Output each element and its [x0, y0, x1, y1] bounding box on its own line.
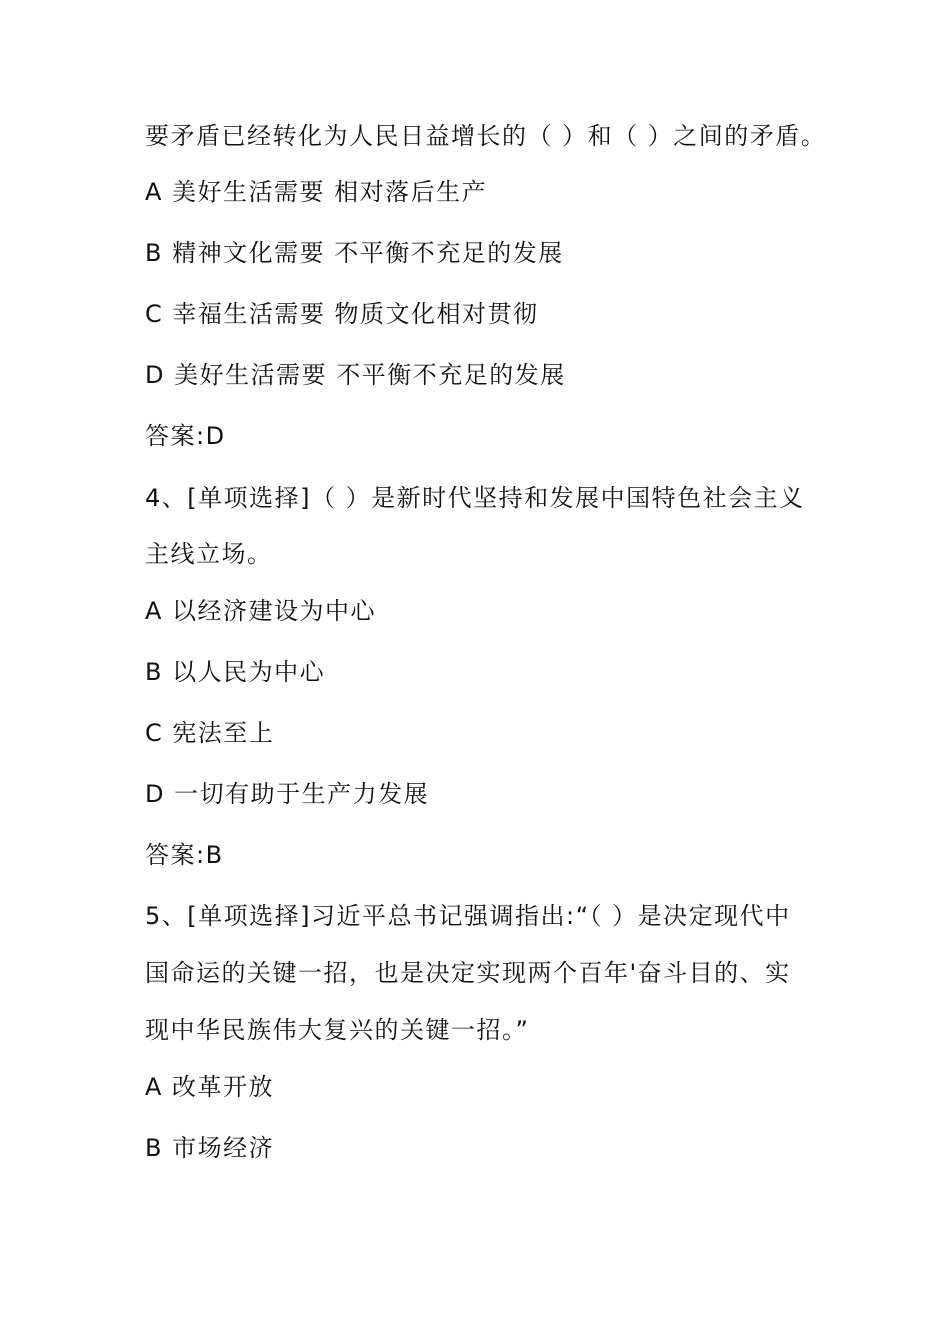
q4-option-c: C 宪法至上 — [145, 719, 275, 747]
q4-option-a: A 以经济建设为中心 — [145, 597, 377, 625]
q4-answer: 答案:B — [145, 841, 224, 869]
q3-option-d: D 美好生活需要 不平衡不充足的发展 — [145, 361, 566, 389]
q5-stem-line1: 5、[单项选择]习近平总书记强调指出:“（ ）是决定现代中 — [145, 902, 791, 930]
q5-stem-line2: 国命运的关键一招，也是决定实现两个百年'奋斗目的、实 — [145, 959, 791, 987]
q5-option-a: A 改革开放 — [145, 1073, 275, 1101]
q4-stem-line2: 主线立场。 — [145, 540, 273, 568]
q5-option-b: B 市场经济 — [145, 1134, 275, 1162]
q4-option-d: D 一切有助于生产力发展 — [145, 780, 430, 808]
q4-option-b: B 以人民为中心 — [145, 658, 326, 686]
q3-option-c: C 幸福生活需要 物质文化相对贯彻 — [145, 300, 539, 328]
q3-answer: 答案:D — [145, 422, 226, 450]
q3-option-b: B 精神文化需要 不平衡不充足的发展 — [145, 239, 564, 267]
q3-stem-text: 要矛盾已经转化为人民日益增长的（ ）和（ ）之间的矛盾。 — [145, 122, 827, 150]
q3-option-a: A 美好生活需要 相对落后生产 — [145, 178, 488, 206]
q4-stem-line1: 4、[单项选择]（ ）是新时代坚持和发展中国特色社会主义 — [145, 484, 805, 512]
q5-stem-line3: 现中华民族伟大复兴的关键一招。” — [145, 1016, 530, 1044]
